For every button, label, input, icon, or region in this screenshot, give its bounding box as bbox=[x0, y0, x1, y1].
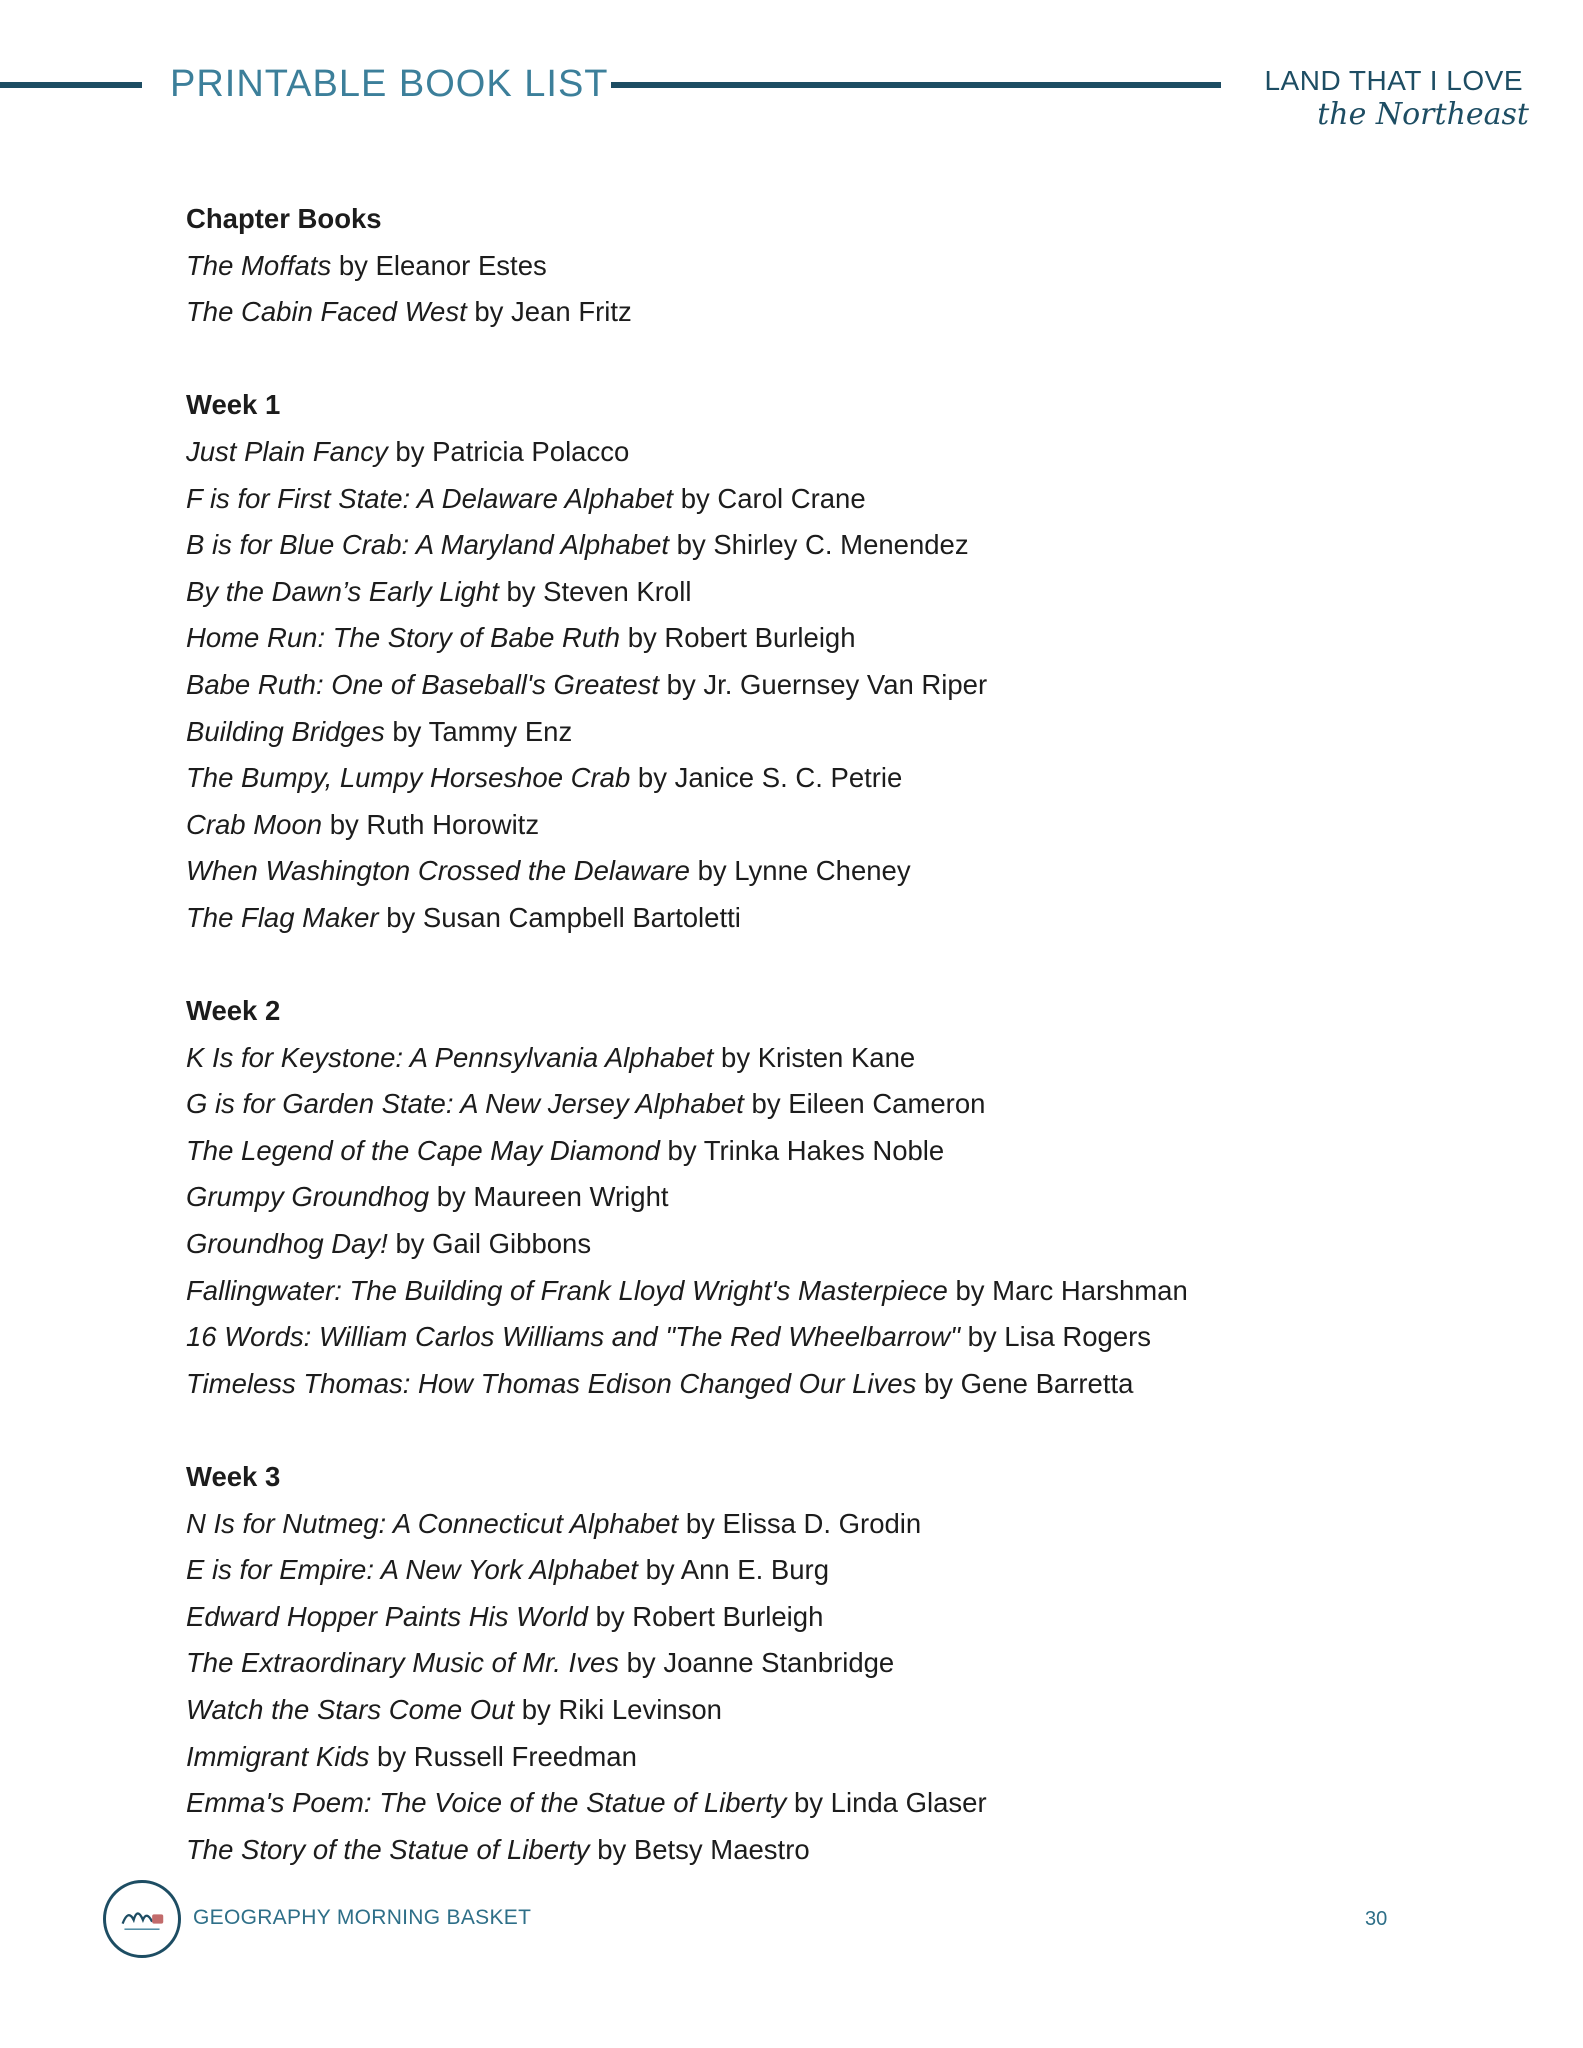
book-title: By the Dawn’s Early Light bbox=[186, 575, 499, 607]
book-entry bbox=[186, 243, 1436, 290]
page-number: 30 bbox=[1365, 1908, 1388, 1930]
book-entry bbox=[186, 1268, 1436, 1315]
book-author: by Lisa Rogers bbox=[967, 1321, 1152, 1353]
book-title: Home Run: The Story of Babe Ruth bbox=[186, 622, 621, 654]
book-author: by Elissa D. Grodin bbox=[685, 1507, 922, 1539]
book-entry bbox=[186, 1081, 1436, 1128]
book-list bbox=[186, 243, 1436, 336]
book-title: Watch the Stars Come Out bbox=[186, 1694, 515, 1725]
book-section bbox=[186, 988, 1436, 1407]
book-author: by Lynne Cheney bbox=[697, 855, 911, 887]
book-entry bbox=[186, 1361, 1436, 1408]
book-author: by Riki Levinson bbox=[521, 1694, 722, 1725]
book-entry bbox=[186, 1780, 1436, 1827]
book-title: F is for First State: A Delaware Alphabet bbox=[186, 482, 674, 514]
book-author: by Russell Freedman bbox=[377, 1740, 637, 1772]
logo-graphic bbox=[106, 1883, 178, 1955]
book-entry bbox=[186, 476, 1436, 523]
book-author: by Robert Burleigh bbox=[595, 1600, 824, 1632]
book-entry bbox=[186, 615, 1436, 662]
book-entry bbox=[186, 1221, 1436, 1268]
book-author: by Robert Burleigh bbox=[627, 622, 856, 654]
book-author: by Gene Barretta bbox=[923, 1367, 1134, 1399]
book-title: Just Plain Fancy bbox=[186, 435, 388, 467]
book-author: by Maureen Wright bbox=[436, 1181, 669, 1213]
book-author: by Linda Glaser bbox=[794, 1787, 987, 1819]
book-author: by Eileen Cameron bbox=[751, 1088, 986, 1120]
book-entry bbox=[186, 709, 1436, 756]
book-section bbox=[186, 1454, 1436, 1873]
book-title: The Cabin Faced West bbox=[186, 296, 467, 328]
book-title: Emma's Poem: The Voice of the Statue of Liberty bbox=[186, 1787, 787, 1819]
book-entry bbox=[186, 289, 1436, 336]
brand-subtitle: the Northeast bbox=[1317, 97, 1529, 132]
book-section bbox=[186, 196, 1436, 336]
book-title: Building Bridges bbox=[186, 715, 385, 747]
book-entry bbox=[186, 1734, 1436, 1781]
book-author: by Jr. Guernsey Van Riper bbox=[666, 668, 988, 700]
book-entry bbox=[186, 1594, 1436, 1641]
book-author: by Shirley C. Menendez bbox=[676, 529, 969, 561]
book-title: When Washington Crossed the Delaware bbox=[186, 855, 690, 887]
book-entry bbox=[186, 1501, 1436, 1548]
header-rule-right bbox=[611, 82, 1221, 88]
section-heading: Chapter Books bbox=[186, 203, 382, 234]
book-author: by Ruth Horowitz bbox=[329, 808, 540, 840]
book-author: by Marc Harshman bbox=[955, 1274, 1188, 1306]
book-title: K Is for Keystone: A Pennsylvania Alphabet bbox=[186, 1041, 714, 1073]
book-title: The Moffats bbox=[186, 249, 332, 281]
book-title: The Story of the Statue of Liberty bbox=[186, 1833, 590, 1865]
book-list-content bbox=[186, 196, 1436, 1920]
book-entry bbox=[186, 802, 1436, 849]
book-author: by Steven Kroll bbox=[506, 575, 692, 607]
brand-block bbox=[1223, 64, 1529, 132]
book-title: N Is for Nutmeg: A Connecticut Alphabet bbox=[186, 1507, 679, 1539]
book-author: by Ann E. Burg bbox=[645, 1554, 830, 1586]
book-section bbox=[186, 382, 1436, 941]
book-title: Grumpy Groundhog bbox=[186, 1181, 430, 1213]
book-entry bbox=[186, 662, 1436, 709]
section-heading: Week 2 bbox=[186, 995, 281, 1027]
book-entry bbox=[186, 1547, 1436, 1594]
book-title: Timeless Thomas: How Thomas Edison Changed Our Lives bbox=[186, 1367, 917, 1399]
book-author: by Susan Campbell Bartoletti bbox=[386, 901, 741, 933]
book-title: The Legend of the Cape May Diamond bbox=[186, 1134, 660, 1166]
book-entry bbox=[186, 1640, 1436, 1687]
book-entry bbox=[186, 1687, 1436, 1734]
book-title: Fallingwater: The Building of Frank Lloyd Wright's Masterpiece bbox=[186, 1274, 948, 1306]
book-author: by Janice S. C. Petrie bbox=[637, 762, 903, 794]
book-title: Babe Ruth: One of Baseball's Greatest bbox=[186, 668, 660, 700]
morning-basket-logo-icon bbox=[103, 1880, 181, 1958]
book-title: B is for Blue Crab: A Maryland Alphabet bbox=[186, 529, 670, 561]
book-author: by Jean Fritz bbox=[474, 296, 632, 328]
book-title: The Extraordinary Music of Mr. Ives bbox=[186, 1647, 619, 1679]
book-entry bbox=[186, 1128, 1436, 1175]
book-entry bbox=[186, 895, 1436, 942]
book-entry bbox=[186, 429, 1436, 476]
footer-label: GEOGRAPHY MORNING BASKET bbox=[193, 1906, 532, 1929]
book-entry bbox=[186, 522, 1436, 569]
book-entry bbox=[186, 1827, 1436, 1874]
section-heading: Week 1 bbox=[186, 389, 281, 421]
brand-title: LAND THAT I LOVE bbox=[1264, 65, 1523, 96]
book-list bbox=[186, 429, 1436, 942]
book-title: Crab Moon bbox=[186, 808, 323, 840]
book-list bbox=[186, 1035, 1436, 1408]
book-title: E is for Empire: A New York Alphabet bbox=[186, 1554, 638, 1586]
book-title: The Flag Maker bbox=[186, 901, 379, 933]
book-author: by Tammy Enz bbox=[392, 715, 573, 747]
book-author: by Joanne Stanbridge bbox=[626, 1647, 895, 1679]
book-entry bbox=[186, 1035, 1436, 1082]
book-title: Immigrant Kids bbox=[186, 1740, 370, 1772]
book-author: by Carol Crane bbox=[680, 482, 866, 514]
page-title: PRINTABLE BOOK LIST bbox=[170, 63, 609, 105]
book-list bbox=[186, 1501, 1436, 1874]
book-author: by Kristen Kane bbox=[721, 1041, 916, 1073]
book-author: by Patricia Polacco bbox=[395, 435, 630, 467]
book-entry bbox=[186, 569, 1436, 616]
book-title: Groundhog Day! bbox=[186, 1228, 388, 1260]
book-title: The Bumpy, Lumpy Horseshoe Crab bbox=[186, 762, 631, 794]
book-entry bbox=[186, 1314, 1436, 1361]
book-author: by Trinka Hakes Noble bbox=[667, 1134, 945, 1166]
book-author: by Eleanor Estes bbox=[338, 249, 547, 281]
book-entry bbox=[186, 755, 1436, 802]
book-title: 16 Words: William Carlos Williams and "The Red Wheelbarrow" bbox=[186, 1321, 960, 1353]
section-heading: Week 3 bbox=[186, 1461, 281, 1493]
book-entry bbox=[186, 848, 1436, 895]
book-title: G is for Garden State: A New Jersey Alphabet bbox=[186, 1088, 744, 1120]
book-title: Edward Hopper Paints His World bbox=[186, 1600, 588, 1632]
header-rule-left bbox=[0, 82, 142, 88]
book-author: by Gail Gibbons bbox=[395, 1228, 592, 1260]
book-author: by Betsy Maestro bbox=[597, 1833, 810, 1865]
book-entry bbox=[186, 1174, 1436, 1221]
